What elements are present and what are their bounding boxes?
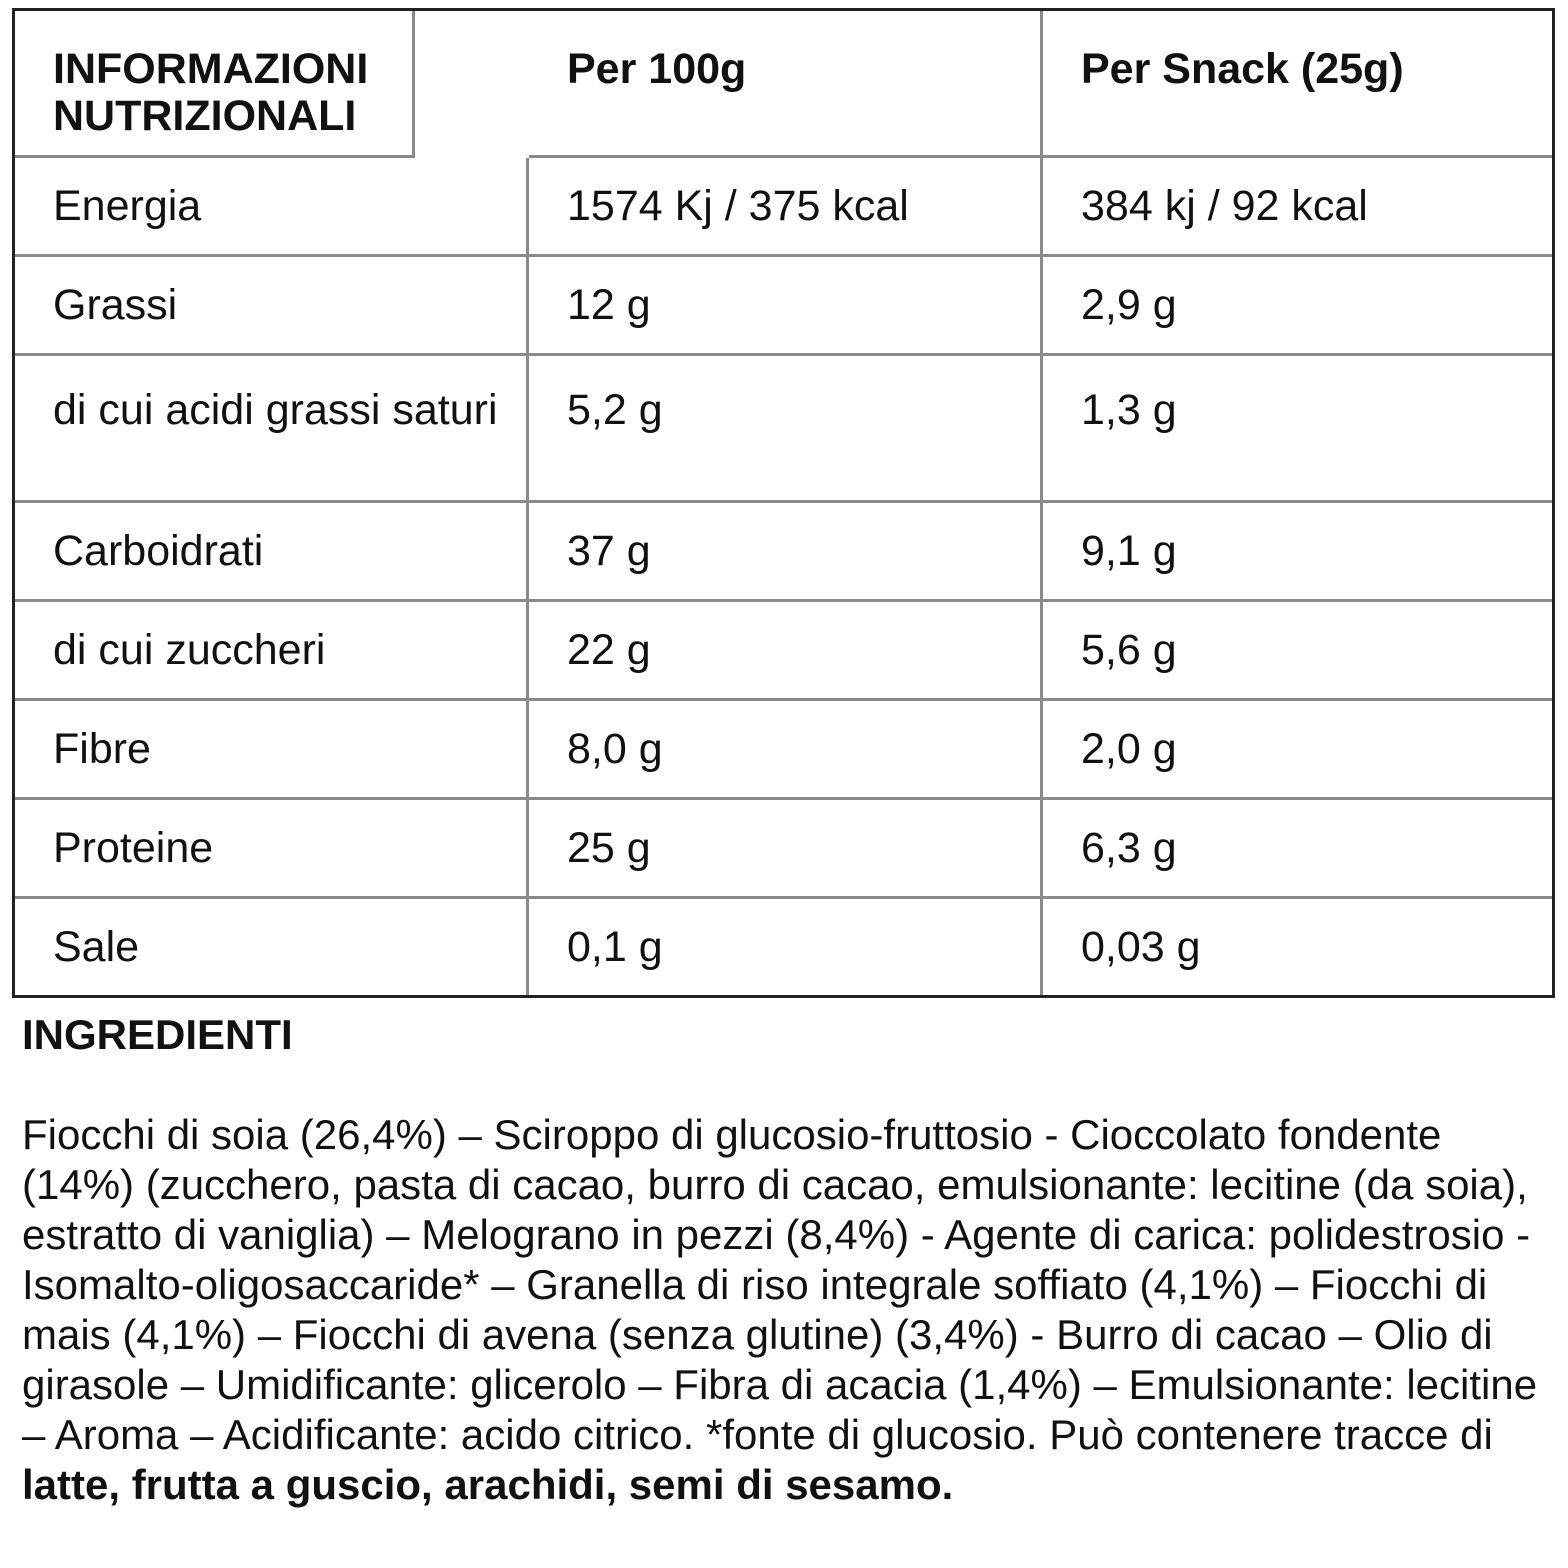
row-value-per100-zuccheri: 22 g bbox=[529, 602, 1043, 701]
row-value-persnack-fibre: 2,0 g bbox=[1043, 701, 1552, 800]
row-label-fibre: Fibre bbox=[15, 701, 529, 800]
row-value-per100-energia: 1574 Kj / 375 kcal bbox=[529, 158, 1043, 257]
row-value-persnack-grassi: 2,9 g bbox=[1043, 257, 1552, 356]
row-value-persnack-saturi: 1,3 g bbox=[1043, 356, 1552, 503]
row-value-per100-carboidrati: 37 g bbox=[529, 503, 1043, 602]
row-label-carboidrati: Carboidrati bbox=[15, 503, 529, 602]
row-value-per100-sale: 0,1 g bbox=[529, 899, 1043, 995]
ingredients-title: INGREDIENTI bbox=[22, 1011, 293, 1058]
row-value-persnack-zuccheri: 5,6 g bbox=[1043, 602, 1552, 701]
row-label-energia: Energia bbox=[15, 158, 529, 257]
row-value-persnack-carboidrati: 9,1 g bbox=[1043, 503, 1552, 602]
row-label-zuccheri: di cui zuccheri bbox=[15, 602, 529, 701]
row-label-sale: Sale bbox=[15, 899, 529, 995]
ingredients-text bbox=[22, 1110, 1547, 1510]
row-value-per100-saturi: 5,2 g bbox=[529, 356, 1043, 503]
row-value-per100-fibre: 8,0 g bbox=[529, 701, 1043, 800]
row-value-persnack-proteine: 6,3 g bbox=[1043, 800, 1552, 899]
row-value-per100-proteine: 25 g bbox=[529, 800, 1043, 899]
row-value-per100-grassi: 12 g bbox=[529, 257, 1043, 356]
row-label-proteine: Proteine bbox=[15, 800, 529, 899]
row-value-persnack-sale: 0,03 g bbox=[1081, 923, 1201, 971]
header-per-100g: Per 100g bbox=[529, 11, 1043, 158]
row-label-grassi: Grassi bbox=[15, 257, 529, 356]
row-value-persnack-energia: 384 kj / 92 kcal bbox=[1043, 158, 1552, 257]
nutrition-table bbox=[12, 8, 1555, 998]
header-per-snack: Per Snack (25g) bbox=[1043, 11, 1552, 158]
ingredients-list: Fiocchi di soia (26,4%) – Sciroppo di glucosio-fruttosio - Cioccolato fondente (14%) (zucchero, pasta di cacao, burro di cacao, emulsionante: lecitine (da soia), estratto di vaniglia) – Melograno in pezzi (8,4%) - Agente di carica: polidestrosio - Isomalto-oligosaccaride* – Granella di riso integrale soffiato (4,1%) – Fiocchi di mais (4,1%) – Fiocchi di avena (senza glutine) (3,4%) - Burro di cacao – Olio di girasole – Umidificante: glicerolo – Fibra di acacia (1,4%) – Emulsionante: lecitine – Aroma – Acidificante: acido citrico. *fonte di glucosio. Può contenere tracce di bbox=[22, 1111, 1538, 1458]
allergens-warning: latte, frutta a guscio, arachidi, semi di sesamo. bbox=[22, 1461, 954, 1508]
row-label-saturi: di cui acidi grassi saturi bbox=[15, 356, 529, 503]
header-nutrition-info: INFORMAZIONI NUTRIZIONALI bbox=[15, 11, 415, 158]
